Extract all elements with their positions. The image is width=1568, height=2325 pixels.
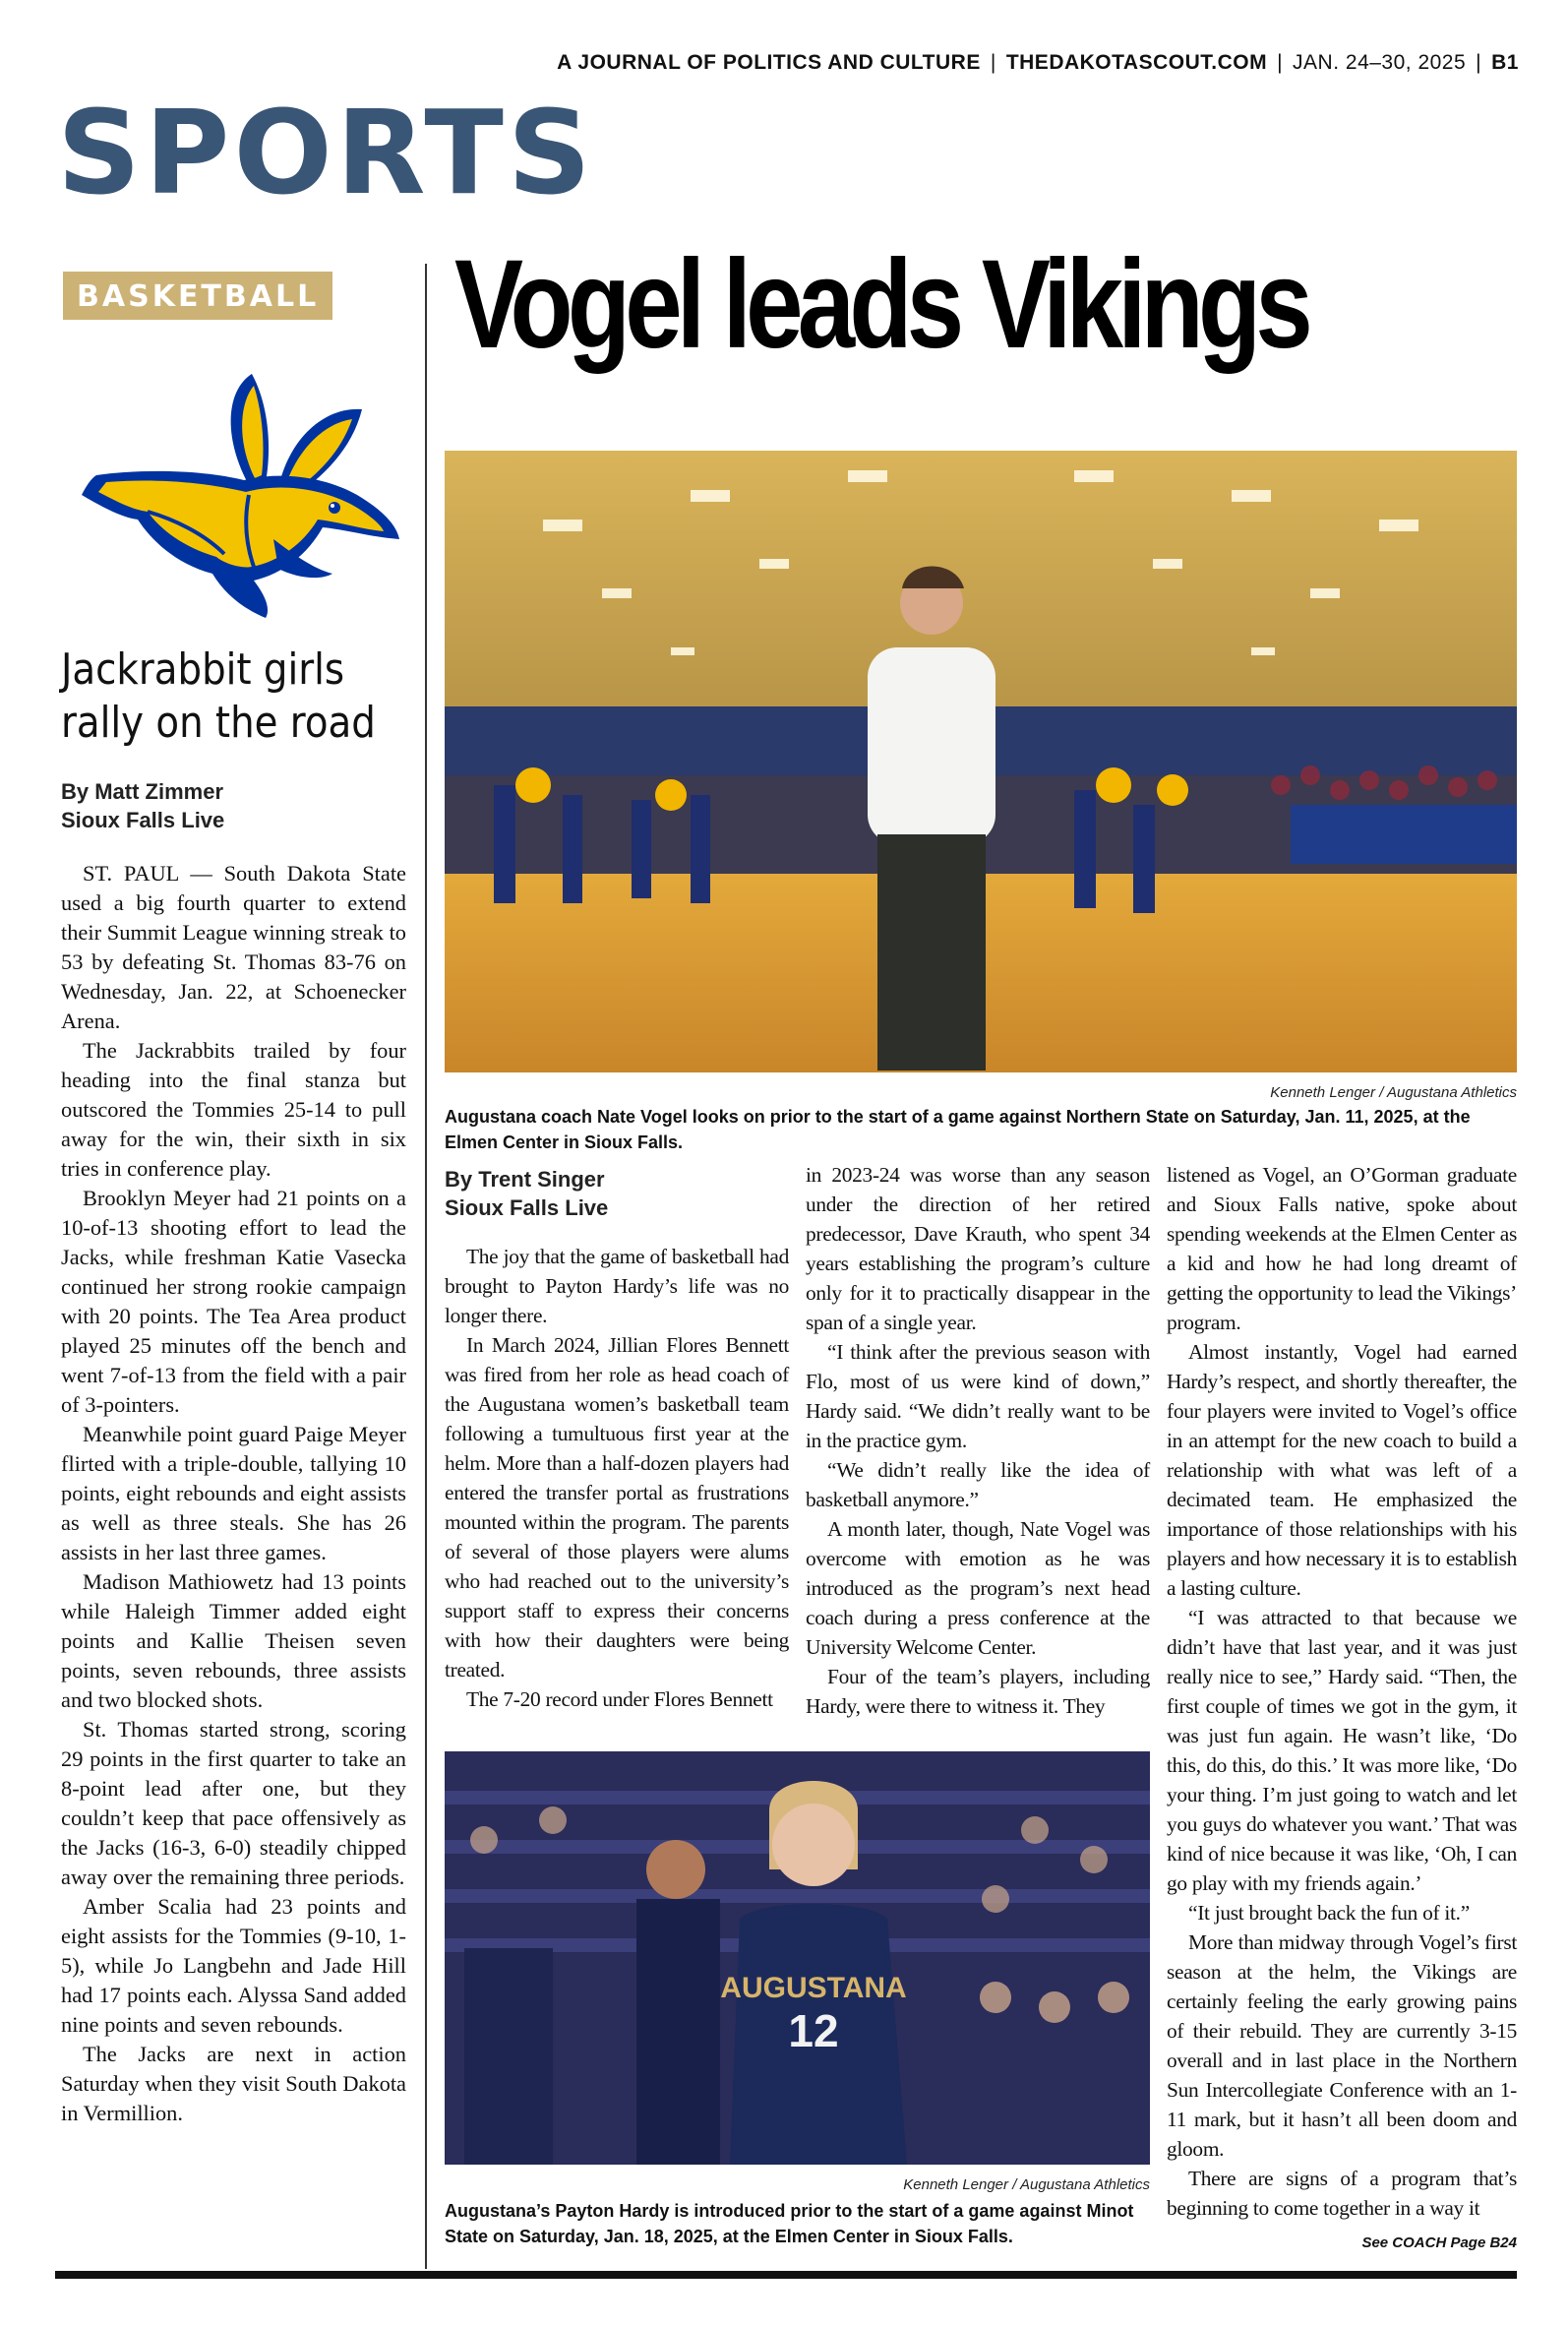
- paragraph: The Jackrabbits trailed by four heading into the final stanza but outscored the Tommies 25-14 to pull away for the win, their sixth in six tries in conference play.: [61, 1038, 406, 1181]
- paragraph: Brooklyn Meyer had 21 points on a 10-of-13 shooting effort to lead the Jacks, while freshman Katie Vasecka continued her strong rookie campaign with 20 points. The Tea Area product played 25 minutes off the bench and went 7-of-13 from the field with a pair of 3-pointers.: [61, 1186, 406, 1417]
- paragraph: The 7-20 record under Flores Bennett: [466, 1687, 773, 1711]
- paragraph: The joy that the game of basketball had brought to Payton Hardy’s life was no longer there.: [445, 1245, 789, 1327]
- coach-photo: [445, 451, 1517, 1072]
- site-url: THEDAKOTASCOUT.COM: [1005, 51, 1268, 74]
- paragraph: St. Thomas started strong, scoring 29 points in the first quarter to take an 8-point lead after one, but they couldn’t keep that pace offensively as the Jacks (16-3, 6-0) steadily chipped away over the remaining three periods.: [61, 1717, 406, 1889]
- jersey-team: AUGUSTANA: [720, 1972, 907, 2004]
- paragraph: Amber Scalia had 23 points and eight assists for the Tommies (9-10, 1-5), while Jo Langbehn and Jade Hill had 17 points each. Alyssa Sand added nine points and seven rebounds.: [61, 1894, 406, 2037]
- paragraph: listened as Vogel, an O’Gorman graduate and Sioux Falls native, spoke about spending weekends at the Elmen Center as a kid and how he had long dreamt of getting the opportunity to lead the Vikings’ program.: [1167, 1163, 1517, 1334]
- paragraph: In March 2024, Jillian Flores Bennett was fired from her role as head coach of the Augustana women’s basketball team following a tumultuous first year at the helm. More than a half-dozen players had entered the transfer portal as frustrations mounted within the program. The parents of several of those players were alums who had reached out to the university’s support staff to express their concerns with how their daughters were being treated.: [445, 1333, 789, 1682]
- paragraph: Four of the team’s players, including Hardy, were there to witness it. They: [806, 1665, 1150, 1718]
- paragraph: in 2023-24 was worse than any season under the direction of her retired predecessor, Dave Krauth, who spent 34 years establishing the program’s culture only for it to practically disappear in the span of a single year.: [806, 1163, 1150, 1334]
- masthead: A JOURNAL OF POLITICS AND CULTURE | THEDAKOTASCOUT.COM | JAN. 24–30, 2025 | B1: [557, 51, 1519, 74]
- paragraph: Meanwhile point guard Paige Meyer flirted with a triple-double, tallying 10 points, eight rebounds and eight assists as well as three steals. She has 26 assists in her last three games.: [61, 1422, 406, 1564]
- jackrabbit-logo: [77, 372, 403, 618]
- main-story-col4: [1167, 1160, 1517, 2223]
- section-kicker: BASKETBALL: [63, 272, 332, 320]
- paragraph: ST. PAUL — South Dakota State used a big fourth quarter to extend their Summit League winning streak to 53 by defeating St. Thomas 83-76 on Wednesday, Jan. 22, at Schoenecker Arena.: [61, 861, 406, 1033]
- bottom-rule: [55, 2271, 1517, 2279]
- left-byline: [61, 777, 224, 834]
- author-name: By Matt Zimmer: [61, 779, 224, 804]
- paragraph: Madison Mathiowetz had 13 points while Haleigh Timmer added eight points and Kallie Theisen seven points, seven rebounds, three assists and two blocked shots.: [61, 1569, 406, 1712]
- section-title: SPORTS: [57, 85, 595, 220]
- left-story-body: [61, 859, 406, 2128]
- author-name: By Trent Singer: [445, 1167, 605, 1192]
- paragraph: “It just brought back the fun of it.”: [1188, 1901, 1470, 1925]
- author-org: Sioux Falls Live: [445, 1195, 609, 1220]
- main-headline: Vogel leads Vikings: [454, 234, 1308, 375]
- column-divider: [425, 264, 427, 2269]
- paragraph: “I think after the previous season with Flo, most of us were kind of down,” Hardy said. “We didn’t really want to be in the practice gym.: [806, 1340, 1150, 1452]
- left-headline: Jackrabbit girls rally on the road: [61, 644, 376, 748]
- paragraph: A month later, though, Nate Vogel was overcome with emotion as he was introduced as the program’s next head coach during a press conference at the University Welcome Center.: [806, 1517, 1150, 1659]
- paragraph: “We didn’t really like the idea of basketball anymore.”: [806, 1458, 1150, 1511]
- main-story-col3: [806, 1160, 1150, 1721]
- player-photo: [445, 1751, 1150, 2165]
- photo2-credit: Kenneth Lenger / Augustana Athletics: [903, 2176, 1150, 2193]
- jump-line[interactable]: See COACH Page B24: [1361, 2234, 1517, 2251]
- journal-tagline: A JOURNAL OF POLITICS AND CULTURE: [557, 51, 981, 74]
- paragraph: Almost instantly, Vogel had earned Hardy’s respect, and shortly thereafter, the four players were invited to Vogel’s office in an attempt for the new coach to build a relationship with what was left of a decimated team. He emphasized the importance of those relationships with his players and how necessary it is to establish a lasting culture.: [1167, 1340, 1517, 1600]
- photo1-credit: Kenneth Lenger / Augustana Athletics: [1270, 1084, 1517, 1101]
- main-story-col2: [445, 1242, 789, 1714]
- page-number: B1: [1491, 51, 1519, 74]
- photo1-caption: Augustana coach Nate Vogel looks on prior to the start of a game against Northern State on Saturday, Jan. 11, 2025, at the Elmen Center in Sioux Falls.: [445, 1107, 1471, 1152]
- paragraph: The Jacks are next in action Saturday when they visit South Dakota in Vermillion.: [61, 2042, 406, 2125]
- author-org: Sioux Falls Live: [61, 808, 225, 832]
- paragraph: More than midway through Vogel’s first season at the helm, the Vikings are certainly feeling the early growing pains of their rebuild. They are currently 3-15 overall and in last place in the Northern Sun Intercollegiate Conference with an 1-11 mark, but it hasn’t all been doom and gloom.: [1167, 1930, 1517, 2161]
- photo2-caption: Augustana’s Payton Hardy is introduced prior to the start of a game against Minot State on Saturday, Jan. 18, 2025, at the Elmen Center in Sioux Falls.: [445, 2201, 1134, 2246]
- main-byline: [445, 1165, 608, 1222]
- jersey-number: 12: [788, 2005, 839, 2056]
- paragraph: There are signs of a program that’s beginning to come together in a way it: [1167, 2167, 1517, 2220]
- issue-dates: JAN. 24–30, 2025: [1293, 51, 1467, 74]
- paragraph: “I was attracted to that because we didn’t have that last year, and it was just really nice to see,” Hardy said. “Then, the first couple of times we got in the gym, it was just fun again. He wasn’t like, ‘Do this, do this, do this.’ It was more like, ‘Do your thing. I’m just going to watch and let you guys do whatever you want.’ That was kind of nice because it was like, ‘Oh, I can go play with my friends again.’: [1167, 1606, 1517, 1895]
